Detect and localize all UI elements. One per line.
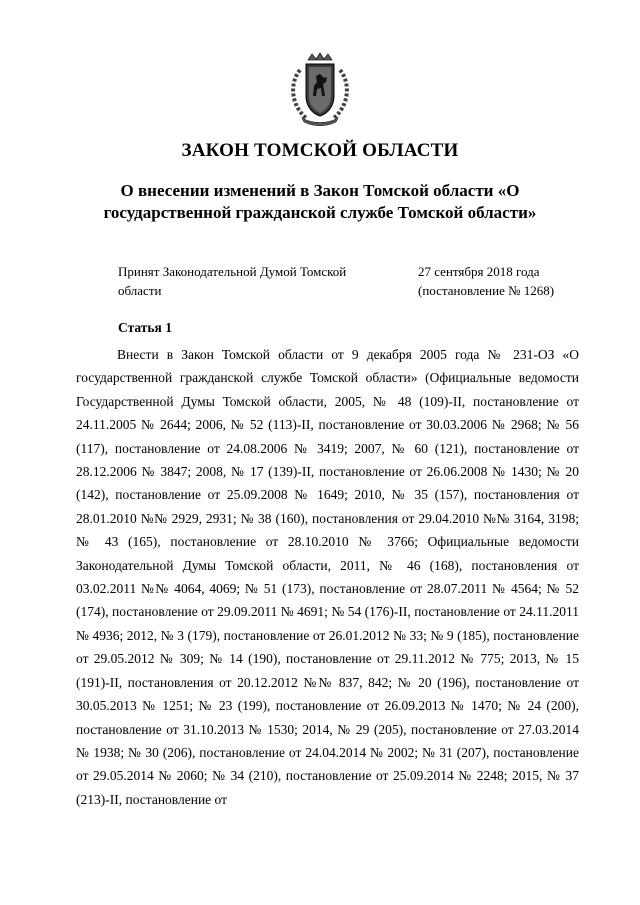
- adoption-info: [418, 262, 588, 300]
- resolution-number: (постановление № 1268): [418, 283, 555, 298]
- adoption-date: 27 сентября 2018 года: [418, 264, 540, 279]
- adopted-by: Принят Законодательной Думой Томской области: [118, 264, 347, 298]
- law-title: ЗАКОН ТОМСКОЙ ОБЛАСТИ: [181, 140, 459, 161]
- article-heading: Статья 1: [118, 320, 172, 335]
- coat-of-arms-icon: [286, 52, 354, 128]
- article-body: Внести в Закон Томской области от 9 декабря 2005 года № 231-ОЗ «О государственной гражданской службе Томской области» (Официальные ведомости Государственной Думы Томской области, 2005, № 48 (109)-II, постановление от 24.11.2005 № 2644; 2006, № 52 (113)-II, постановление от 30.03.2006 № 2968; № 56 (117), постановление от 24.08.2006 № 3419; 2007, № 60 (121), постановление от 28.12.2006 № 3847; 2008, № 17 (139)-II, постановление от 26.06.2008 № 1430; № 20 (142), постановление от 25.09.2008 № 1649; 2010, № 35 (157), постановления от 28.01.2010 №№ 2929, 2931; № 38 (160), постановления от 29.04.2010 №№ 3164, 3198; № 43 (165), постановление от 28.10.2010 № 3766; Официальные ведомости Законодательной Думы Томской области, 2011, № 46 (168), постановления от 03.02.2011 №№ 4064, 4069; № 51 (173), постановление от 28.07.2011 № 4564; № 52 (174), постановление от 29.09.2011 № 4691; № 54 (176)-II, постановление от 24.11.2011 № 4936; 2012, № 3 (179), постановление от 26.01.2012 № 33; № 9 (185), постановление от 29.05.2012 № 309; № 14 (190), постановление от 29.11.2012 № 775; 2013, № 15 (191)-II, постановления от 20.12.2012 №№ 837, 842; № 20 (196), постановление от 30.05.2013 № 1251; № 23 (199), постановление от 26.09.2013 № 1470; № 24 (200), постановление от 31.10.2013 № 1530; 2014, № 29 (205), постановление от 27.03.2014 № 1938; № 30 (206), постановление от 24.04.2014 № 2002; № 31 (207), постановление от 29.05.2014 № 2060; № 34 (210), постановление от 25.09.2014 № 2248; 2015, № 37 (213)-II, постановление от: [76, 347, 579, 807]
- law-subtitle: О внесении изменений в Закон Томской области «О государственной гражданской службе Томской области»: [103, 181, 537, 222]
